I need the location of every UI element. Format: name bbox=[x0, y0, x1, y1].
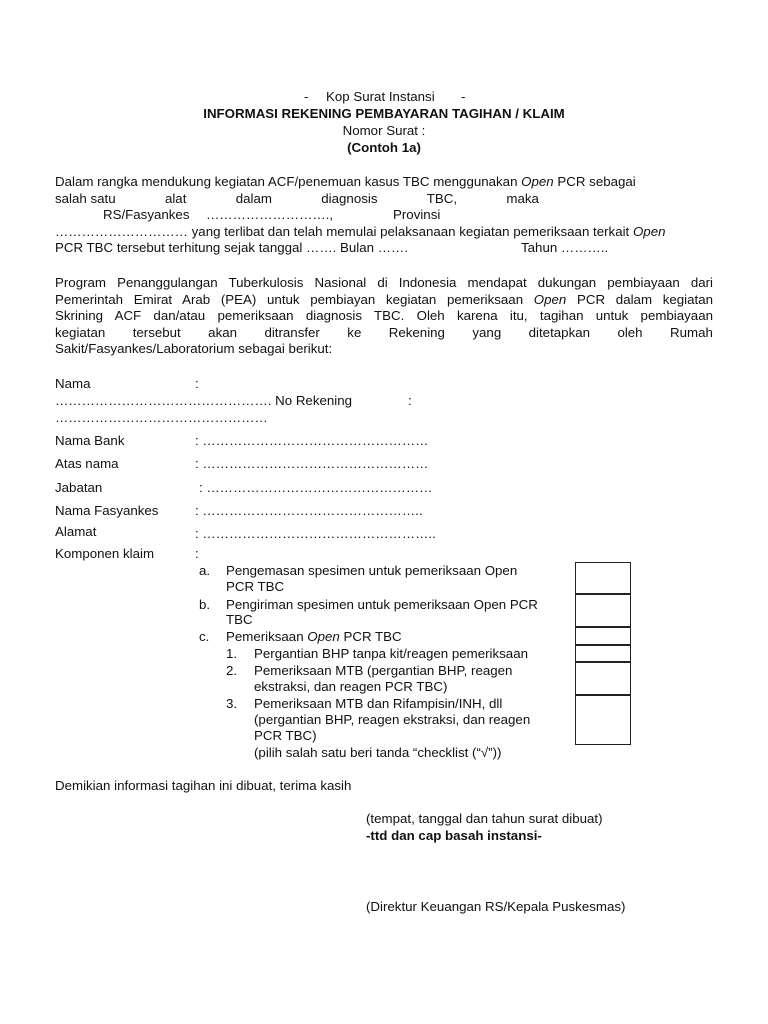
item-c2-marker: 2. bbox=[226, 663, 238, 678]
checklist-note: (pilih salah satu beri tanda “checklist (“√”)) bbox=[254, 745, 502, 760]
para1-line-4: ………………………… yang terlibat dan telah memulai pelaksanaan kegiatan pemeriksaan terkait Open bbox=[55, 223, 666, 239]
signatory-title: (Direktur Keuangan RS/Kepala Puskesmas) bbox=[366, 899, 626, 914]
checkbox-item-c[interactable] bbox=[575, 627, 631, 645]
atas-nama-value: : …………………………………………… bbox=[195, 456, 429, 471]
item-c1-marker: 1. bbox=[226, 646, 238, 661]
closing-sentence: Demikian informasi tagihan ini dibuat, terima kasih bbox=[55, 778, 352, 793]
signature-stamp-line: -ttd dan cap basah instansi- bbox=[366, 828, 542, 843]
para1-line-3: RS/Fasyankes ………………………., Provinsi bbox=[103, 207, 441, 222]
nama-fasyankes-value: : ………………………………………….. bbox=[195, 503, 423, 518]
para2-line-3: Skrining ACF dan/atau pemeriksaan diagnosis TBC. Oleh karena itu, tagihan untuk pembiayaan bbox=[55, 308, 713, 323]
no-rekening-colon: : bbox=[408, 393, 412, 408]
kop-surat-label: Kop Surat Instansi bbox=[326, 89, 435, 104]
nama-label: Nama bbox=[55, 376, 91, 391]
item-c3-line-2: (pergantian BHP, reagen ekstraksi, dan reagen bbox=[254, 712, 531, 727]
nama-colon: : bbox=[195, 376, 199, 391]
para2-line-2: Pemerintah Emirat Arab (PEA) untuk pembiayan kegiatan pemeriksaan Open PCR dalam kegiatan bbox=[55, 291, 713, 307]
item-a-marker: a. bbox=[199, 563, 211, 578]
para1-line-5: PCR TBC tersebut terhitung sejak tanggal ……. Bulan ……. Tahun ……….. bbox=[55, 240, 609, 255]
contoh-label: (Contoh 1a) bbox=[347, 140, 421, 155]
checkbox-item-b[interactable] bbox=[575, 594, 631, 627]
item-c-marker: c. bbox=[199, 629, 210, 644]
item-a-line-2: PCR TBC bbox=[226, 579, 285, 594]
checkbox-item-c3[interactable] bbox=[575, 695, 631, 745]
item-c3-line-1: Pemeriksaan MTB dan Rifampisin/INH, dll bbox=[254, 696, 503, 711]
para2-line-4: kegiatan tersebut akan ditransfer ke Rekening yang ditetapkan oleh Rumah bbox=[55, 324, 713, 340]
para2-line-5: Sakit/Fasyankes/Laboratorium sebagai berikut: bbox=[55, 341, 333, 356]
nomor-surat: Nomor Surat : bbox=[342, 123, 426, 138]
para1-line-1: Dalam rangka mendukung kegiatan ACF/penemuan kasus TBC menggunakan Open PCR sebagai bbox=[55, 174, 636, 189]
checkbox-item-a[interactable] bbox=[575, 562, 631, 594]
alamat-label: Alamat bbox=[55, 524, 97, 539]
para1-line-2: salah satu alat dalam diagnosis TBC, maka bbox=[55, 190, 539, 206]
kop-right-dash: - bbox=[461, 89, 466, 104]
no-rekening-value: ………………………………………… bbox=[55, 410, 268, 425]
jabatan-value: : …………………………………………… bbox=[199, 480, 433, 495]
nama-value: …………………………………………. No Rekening bbox=[55, 393, 353, 408]
alamat-value: : …………………………………………….. bbox=[195, 526, 436, 541]
komponen-klaim-colon: : bbox=[195, 546, 199, 561]
document-title: INFORMASI REKENING PEMBAYARAN TAGIHAN / KLAIM bbox=[203, 106, 565, 121]
item-c3-marker: 3. bbox=[226, 696, 238, 711]
nama-fasyankes-label: Nama Fasyankes bbox=[55, 503, 159, 518]
para2-line-1: Program Penanggulangan Tuberkulosis Nasional di Indonesia mendapat dukungan pembiayaan dari bbox=[55, 275, 713, 290]
item-a-line-1: Pengemasan spesimen untuk pemeriksaan Open bbox=[226, 563, 518, 578]
item-b-line-1: Pengiriman spesimen untuk pemeriksaan Open PCR bbox=[226, 597, 538, 612]
item-c-label: Pemeriksaan Open PCR TBC bbox=[226, 629, 402, 644]
item-c2-line-2: ekstraksi, dan reagen PCR TBC) bbox=[254, 679, 448, 694]
item-b-line-2: TBC bbox=[226, 612, 253, 627]
nama-bank-label: Nama Bank bbox=[55, 433, 125, 448]
paragraph-1 bbox=[55, 174, 713, 257]
item-c1-text: Pergantian BHP tanpa kit/reagen pemeriksaan bbox=[254, 646, 528, 661]
item-b-marker: b. bbox=[199, 597, 211, 612]
place-date-line: (tempat, tanggal dan tahun surat dibuat) bbox=[366, 811, 603, 826]
nama-bank-value: : …………………………………………… bbox=[195, 433, 429, 448]
paragraph-2 bbox=[55, 275, 713, 358]
checkbox-item-c1[interactable] bbox=[575, 645, 631, 662]
item-c2-line-1: Pemeriksaan MTB (pergantian BHP, reagen bbox=[254, 663, 513, 678]
jabatan-label: Jabatan bbox=[55, 480, 103, 495]
kop-left-dash: - bbox=[304, 89, 309, 104]
komponen-klaim-label: Komponen klaim bbox=[55, 546, 155, 561]
checkbox-item-c2[interactable] bbox=[575, 662, 631, 695]
item-c3-line-3: PCR TBC) bbox=[254, 728, 317, 743]
atas-nama-label: Atas nama bbox=[55, 456, 119, 471]
